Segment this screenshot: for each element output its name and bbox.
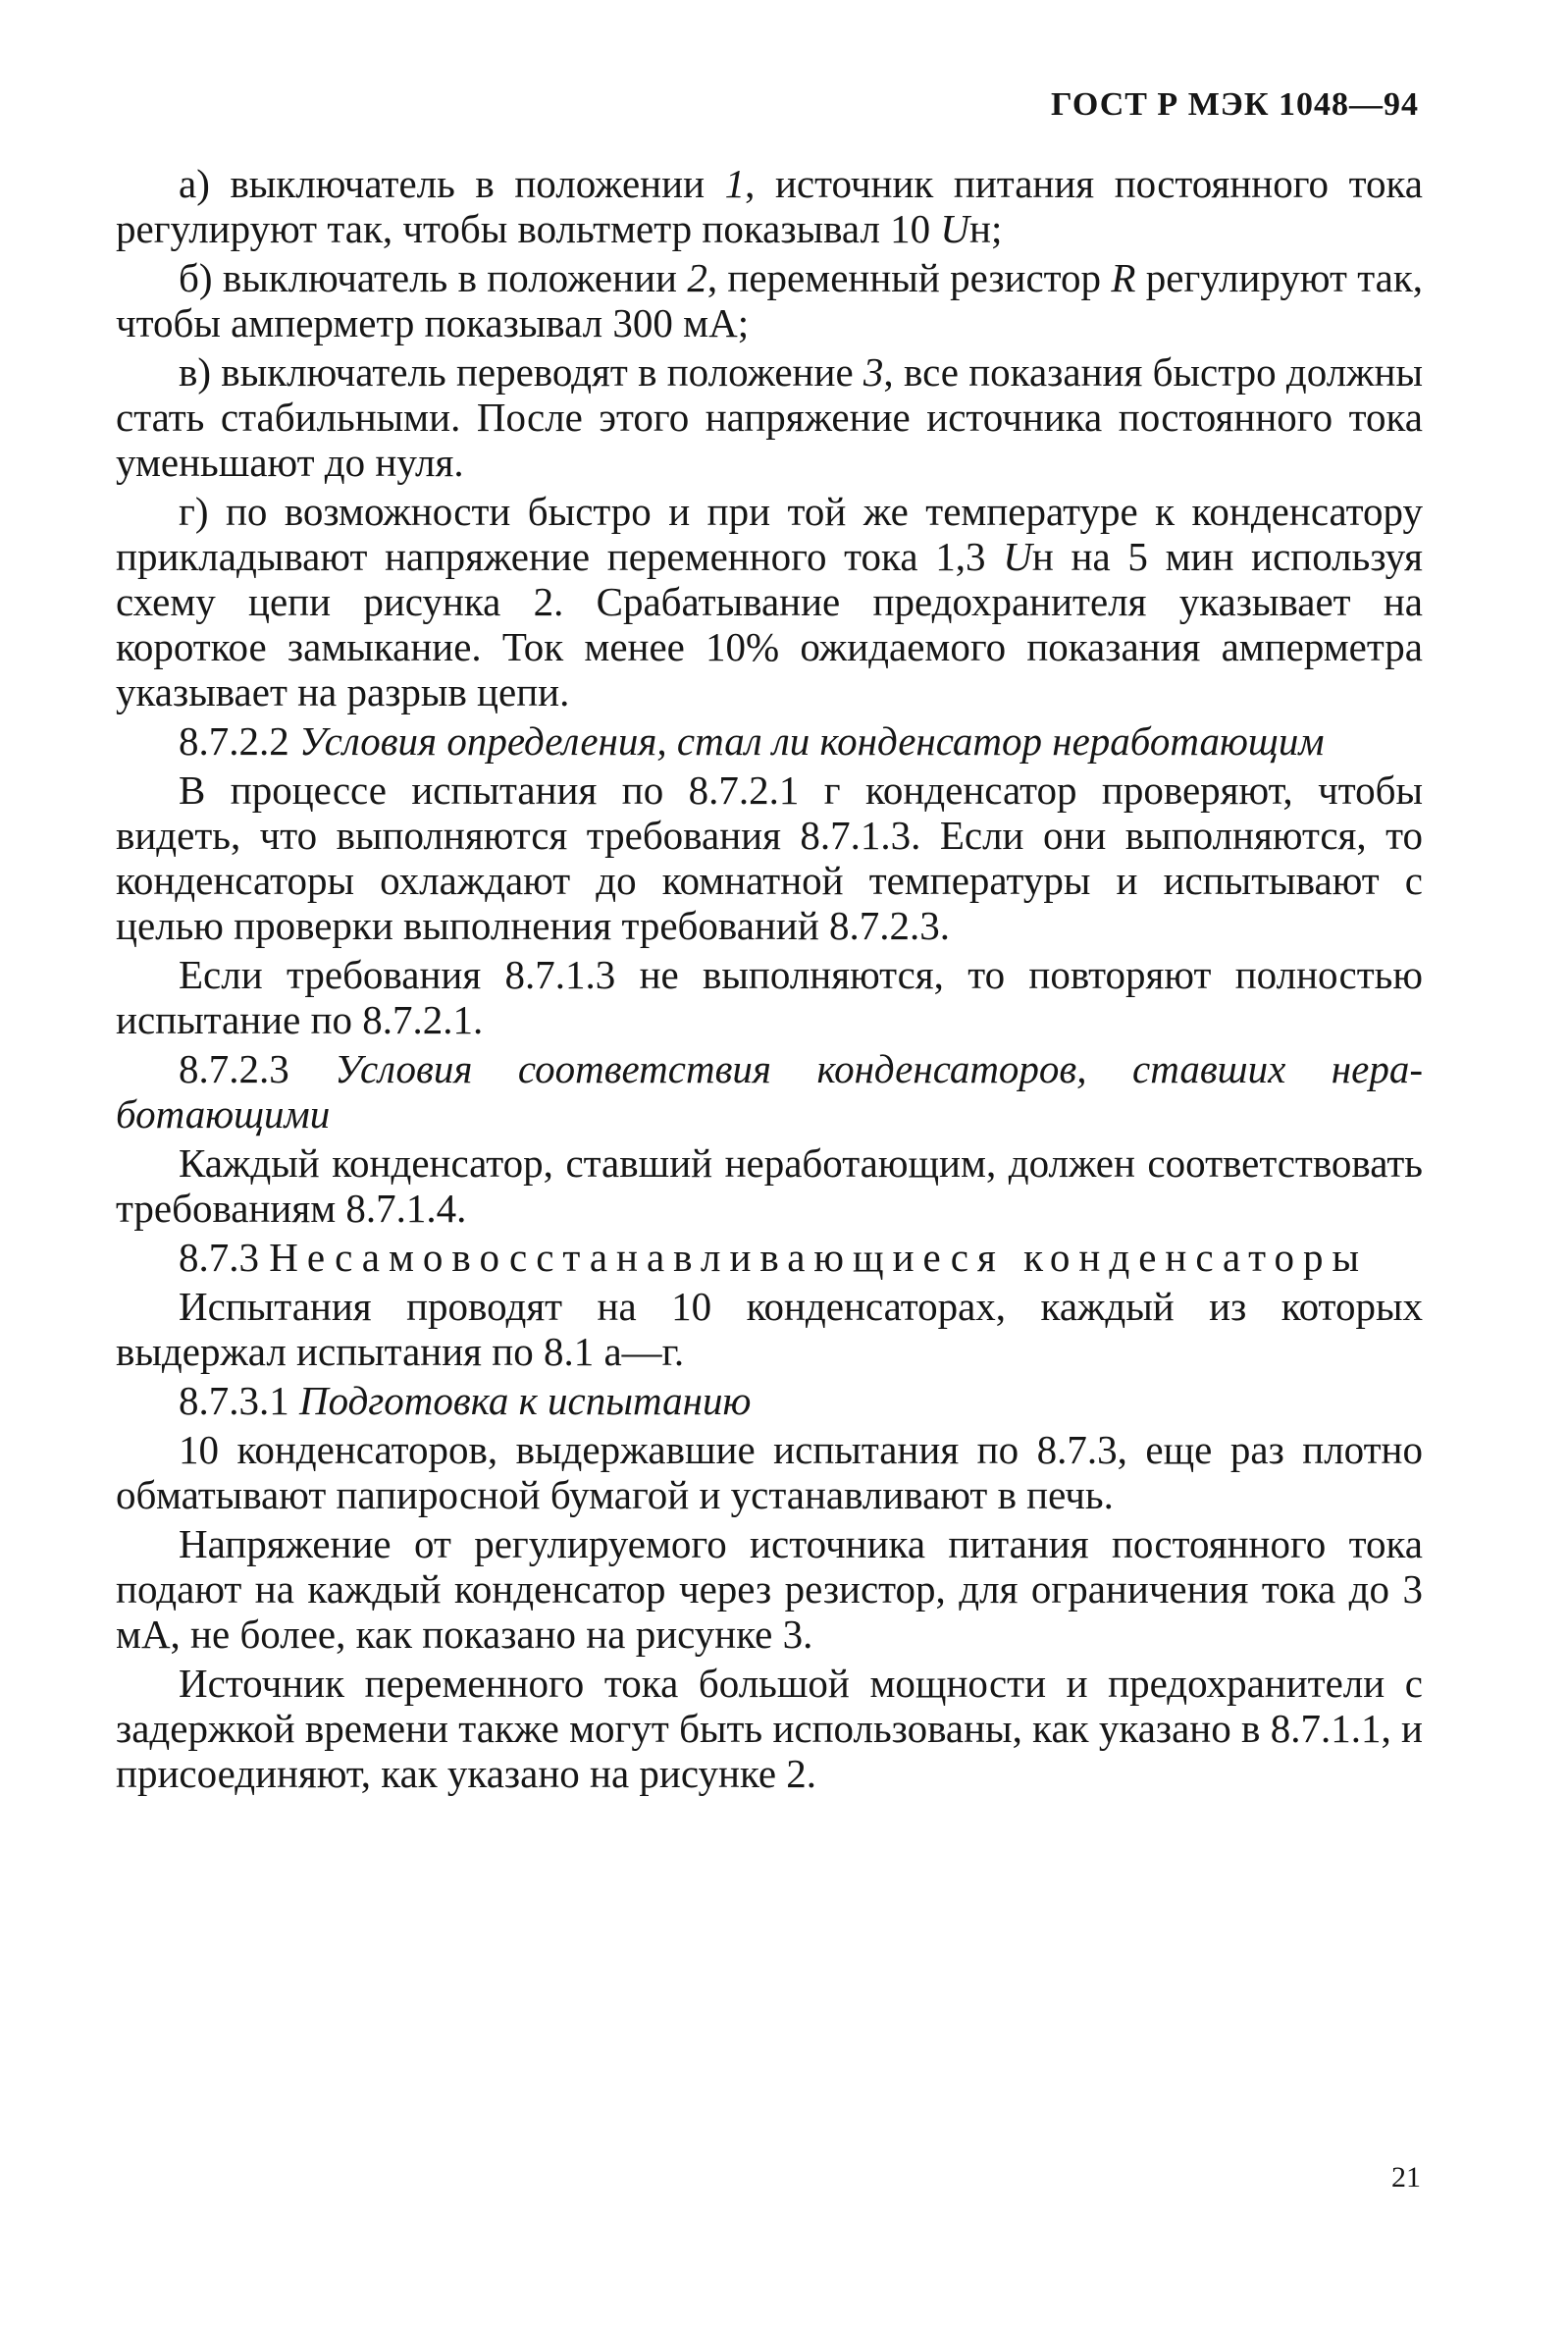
- section-8-7-2-3-heading: 8.7.2.3 Условия соответствия конденсаторов, ставших неработающими: [116, 1046, 1423, 1137]
- page-number: 21: [1391, 2161, 1421, 2194]
- item-a: а) выключатель в положении 1, источник питания постоянного тока регулируют так, чтобы вольтметр показывал 10 Uн;: [116, 161, 1423, 251]
- paragraph-2: Если требования 8.7.1.3 не выполняются, то повторяют полностью испытание по 8.7.2.1.: [116, 952, 1423, 1042]
- paragraph-4: Испытания проводят на 10 конденсаторах, каждый из которых выдержал испытания по 8.1 а—г.: [116, 1284, 1423, 1374]
- item-b: б) выключатель в положении 2, переменный резистор R регулируют так, чтобы амперметр показывал 300 мА;: [116, 255, 1424, 345]
- paragraph-1: В процессе испытания по 8.7.2.1 г конденсатор проверяют, чтобы видеть, что выполняются требования 8.7.1.3. Если они выполняются, то конденсаторы охлаждают до комнатной температуры и испытывают с целью проверки выполнения требований 8.7.2.3.: [116, 767, 1423, 948]
- paragraph-3: Каждый конденсатор, ставший неработающим, должен соответствовать требованиям 8.7.1.4.: [116, 1140, 1423, 1231]
- section-8-7-2-2-heading: 8.7.2.2 Условия определения, стал ли конденсатор неработающим: [179, 718, 1325, 764]
- paragraph-6: Напряжение от регулируемого источника питания постоянного тока подают на каждый конденсатор через резистор, для ограничения тока до 3 мА, не более, как показано на рисунке 3.: [116, 1521, 1423, 1657]
- page-header: ГОСТ Р МЭК 1048—94: [1051, 86, 1419, 123]
- page-body: [116, 161, 1423, 1796]
- section-8-7-3-1-heading: 8.7.3.1 Подготовка к испытанию: [179, 1378, 752, 1423]
- paragraph-7: Источник переменного тока большой мощности и предохранители с задержкой времени также могут быть использованы, как указано в 8.7.1.1, и присоединяют, как указано на рисунке 2.: [116, 1661, 1423, 1796]
- item-g: г) по возможности быстро и при той же температуре к конденсатору прикладывают напряжение переменного тока 1,3 Uн на 5 мин используя схему цепи рисунка 2. Срабатывание предохранителя указывает на короткое замыкание. Ток менее 10% ожидаемого показания амперметра указывает на разрыв цепи.: [116, 489, 1424, 714]
- item-v: в) выключатель переводят в положение 3, все показания быстро должны стать стабильными. После этого напряжение источника постоянного тока уменьшают до нуля.: [116, 349, 1423, 485]
- paragraph-5: 10 конденсаторов, выдержавшие испытания по 8.7.3, еще раз плотно обматывают папиросной бумагой и устанавливают в печь.: [116, 1427, 1423, 1517]
- section-8-7-3-heading: 8.7.3 Несамовосстанавливающиеся конденсаторы: [179, 1235, 1369, 1280]
